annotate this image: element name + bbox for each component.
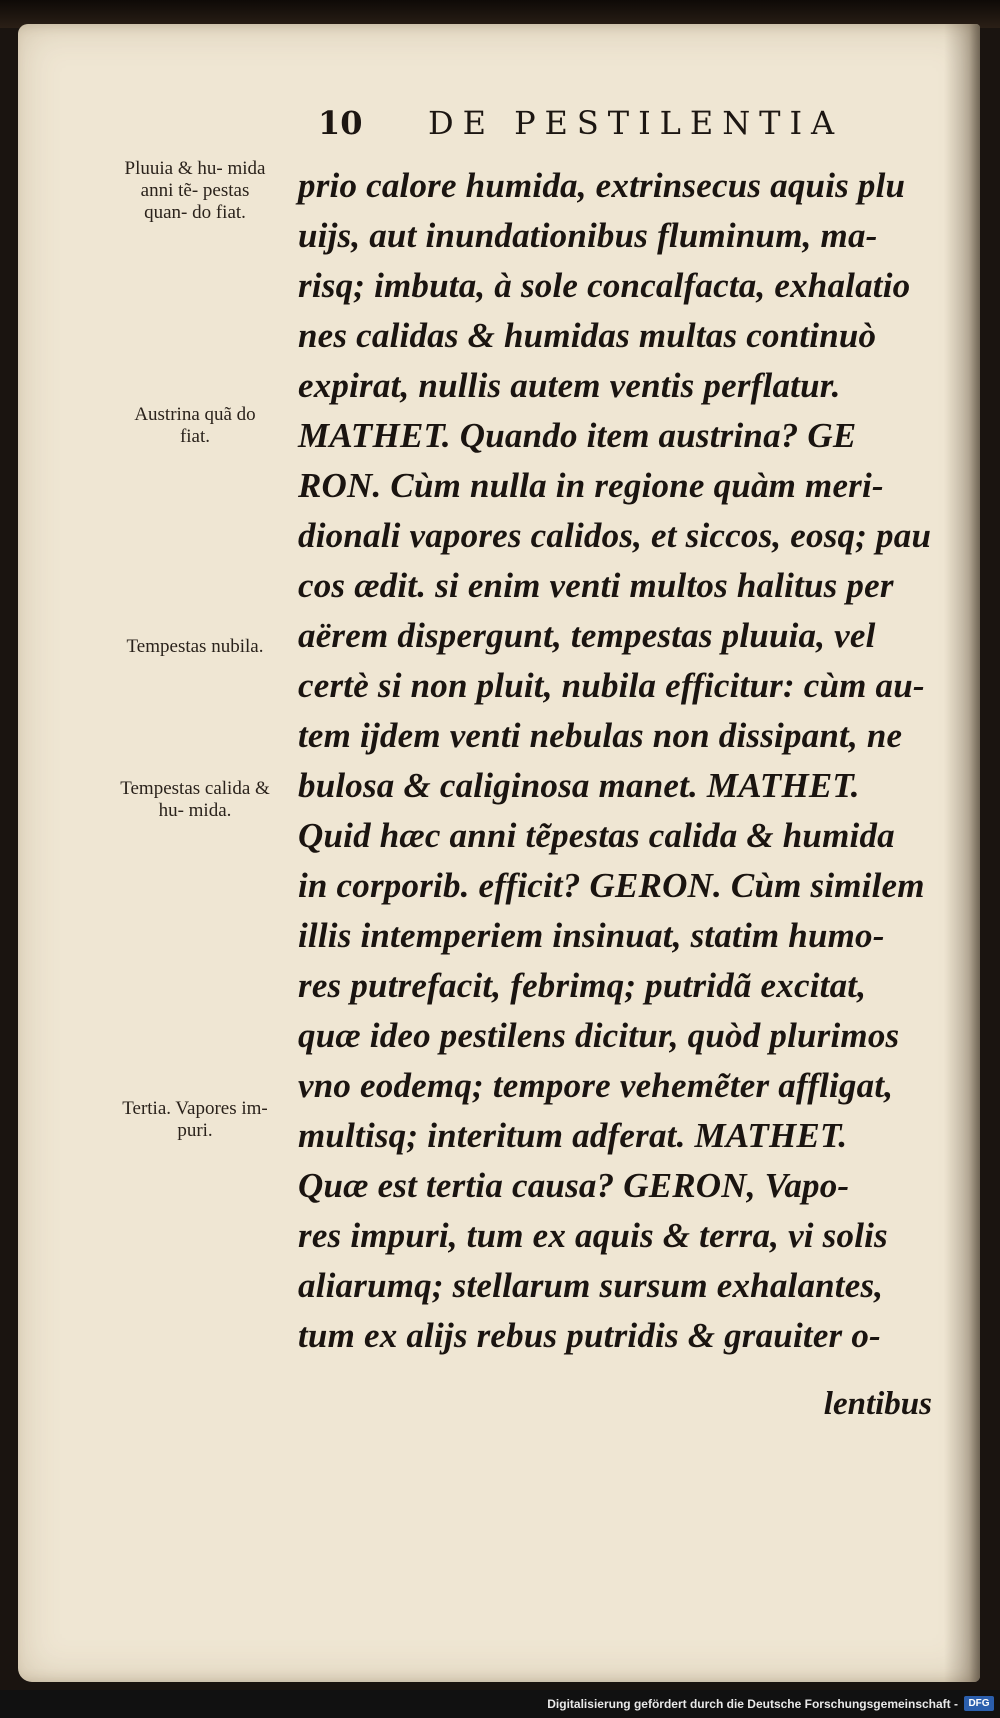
footer-bar bbox=[0, 1690, 1000, 1718]
text-line: dionali vapores calidos, et siccos, eosq; pau bbox=[298, 516, 932, 555]
text-line: nes calidas & humidas multas continuò bbox=[298, 316, 877, 355]
margin-note: Tempestas nubila. bbox=[126, 636, 264, 657]
text-line: res putrefacit, febrimq; putridã excitat, bbox=[298, 966, 867, 1005]
page-gutter-shadow bbox=[944, 24, 980, 1682]
dfg-logo: DFG bbox=[964, 1696, 994, 1711]
page-number: 10 bbox=[318, 104, 363, 142]
text-line: aliarumq; stellarum sursum exhalantes, bbox=[298, 1266, 884, 1305]
text-line: illis intemperiem insinuat, statim humo- bbox=[298, 916, 885, 955]
text-line: quæ ideo pestilens dicitur, quòd plurimos bbox=[298, 1016, 900, 1055]
text-line: prio calore humida, extrinsecus aquis plu bbox=[298, 166, 906, 205]
text-line: MATHET. Quando item austrina? GE bbox=[298, 416, 857, 455]
margin-note: Tertia. Vapores im- puri. bbox=[122, 1098, 268, 1141]
text-line: risq; imbuta, à sole concalfacta, exhalatio bbox=[298, 266, 911, 305]
running-head bbox=[318, 104, 878, 150]
text-line: multisq; interitum adferat. MATHET. bbox=[298, 1116, 848, 1155]
text-line: in corporib. efficit? GERON. Cùm similem bbox=[298, 866, 925, 905]
text-line: res impuri, tum ex aquis & terra, vi solis bbox=[298, 1216, 888, 1255]
text-line: tem ijdem venti nebulas non dissipant, ne bbox=[298, 716, 903, 755]
text-line: Quid hæc anni tẽpestas calida & humida bbox=[298, 816, 895, 855]
margin-note: Tempestas calida & hu- mida. bbox=[120, 778, 270, 821]
text-line: certè si non pluit, nubila efficitur: cùm au- bbox=[298, 666, 925, 705]
text-line: Quæ est tertia causa? GERON, Vapo- bbox=[298, 1166, 850, 1205]
text-line: vno eodemq; tempore vehemẽter affligat, bbox=[298, 1066, 894, 1105]
text-line: expirat, nullis autem ventis perflatur. bbox=[298, 366, 841, 405]
text-line: bulosa & caliginosa manet. MATHET. bbox=[298, 766, 860, 805]
running-title: DE PESTILENTIA bbox=[428, 104, 844, 142]
catchword: lentibus bbox=[823, 1386, 932, 1422]
margin-note: Pluuia & hu- mida anni tẽ- pestas quan- do fiat. bbox=[124, 158, 266, 223]
text-line: RON. Cùm nulla in regione quàm meri- bbox=[298, 466, 884, 505]
text-line: uijs, aut inundationibus fluminum, ma- bbox=[298, 216, 878, 255]
text-line: tum ex alijs rebus putridis & grauiter o- bbox=[298, 1316, 881, 1355]
funding-credit: Digitalisierung gefördert durch die Deutsche Forschungsgemeinschaft - bbox=[547, 1697, 958, 1711]
text-line: cos ædit. si enim venti multos halitus per bbox=[298, 566, 894, 605]
text-line: aërem dispergunt, tempestas pluuia, vel bbox=[298, 616, 876, 655]
margin-note: Austrina quã do fiat. bbox=[134, 404, 256, 447]
